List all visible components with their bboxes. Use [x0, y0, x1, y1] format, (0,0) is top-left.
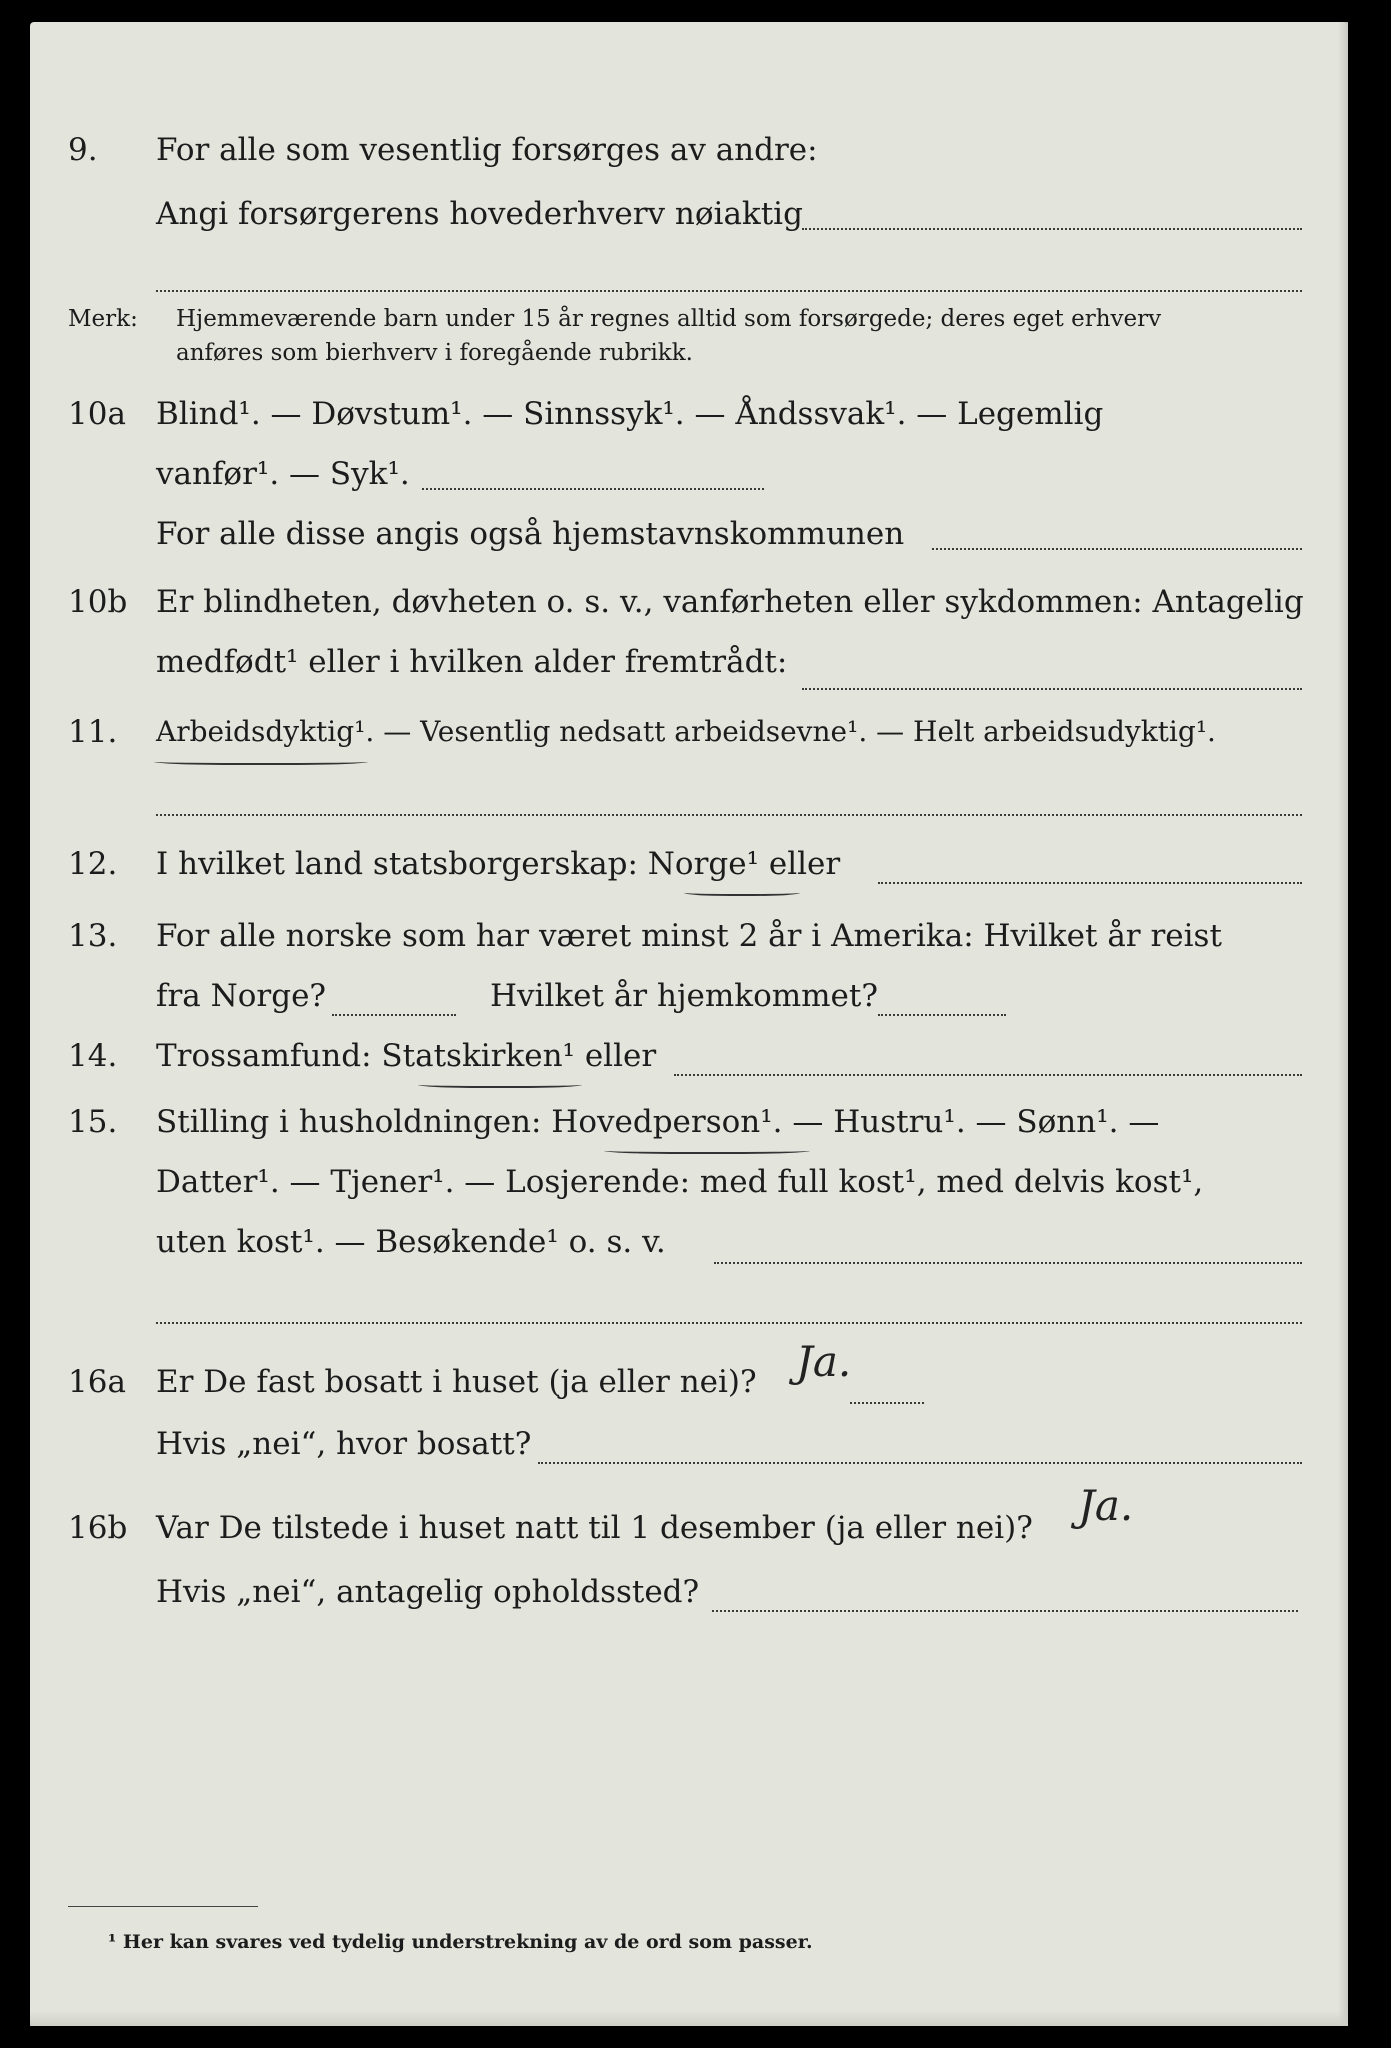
q16b-handwritten-answer: Ja. [1078, 1481, 1134, 1530]
q12-question: I hvilket land statsborgerskap: Norge¹ eller [156, 846, 841, 882]
page-edge-shadow [1338, 22, 1348, 2026]
q16a-answer-field[interactable] [850, 1402, 924, 1404]
q9-number: 9. [68, 132, 98, 168]
q13-number: 13. [68, 918, 118, 954]
q10a-number: 10a [68, 396, 126, 432]
merk-label: Merk: [68, 306, 138, 332]
q11-underline-arbeidsdyktig [154, 757, 368, 765]
census-form-page [30, 22, 1348, 2026]
q16b-whereabouts-field[interactable] [712, 1610, 1298, 1612]
q16a-number: 16a [68, 1364, 126, 1400]
q10a-conditions: vanfør¹. — Syk¹. [156, 456, 410, 492]
footnote: ¹ Her kan svares ved tydelig understrekning av de ord som passer. [108, 1931, 813, 1953]
q10b-number: 10b [68, 584, 128, 620]
q16a-question: Er De fast bosatt i huset (ja eller nei)? [156, 1364, 757, 1400]
q14-answer-field[interactable] [674, 1074, 1302, 1076]
page-bottom-shadow [30, 2010, 1348, 2026]
q13-return-field[interactable] [878, 1014, 1006, 1016]
q12-answer-field[interactable] [878, 882, 1302, 884]
footnote-rule [68, 1906, 258, 1907]
q13-question: For alle norske som har været minst 2 år i Amerika: Hvilket år reist [156, 918, 1222, 954]
q14-number: 14. [68, 1038, 118, 1074]
q10b-onset-label: medfødt¹ eller i hvilken alder fremtrådt: [156, 644, 788, 680]
q11-extra-line[interactable] [156, 814, 1302, 816]
q10a-home-municipality-label: For alle disse angis også hjemstavnskommunen [156, 516, 905, 552]
q12-underline-norge [684, 888, 800, 896]
q16a-residence-label: Hvis „nei“, hvor bosatt? [156, 1426, 532, 1462]
q16a-handwritten-answer: Ja. [796, 1337, 852, 1386]
merk-line1: Hjemmeværende barn under 15 år regnes alltid som forsørgede; deres eget erhverv [176, 306, 1162, 332]
merk-note [68, 302, 1308, 372]
q13-departure-label: fra Norge? [156, 978, 327, 1014]
q15-options-line3: uten kost¹. — Besøkende¹ o. s. v. [156, 1224, 666, 1260]
q15-underline-hovedperson [604, 1146, 810, 1154]
q14-question: Trossamfund: Statskirken¹ eller [156, 1038, 657, 1074]
q10b-answer-field[interactable] [802, 688, 1302, 690]
q10b-question: Er blindheten, døvheten o. s. v., vanførheten eller sykdommen: Antagelig [156, 584, 1304, 620]
merk-line2: anføres som bierhverv i foregående rubrikk. [176, 340, 693, 366]
q16b-whereabouts-label: Hvis „nei“, antagelig opholdssted? [156, 1574, 700, 1610]
q10a-municipality-field[interactable] [932, 548, 1302, 550]
q9-extra-line[interactable] [156, 290, 1302, 292]
q13-departure-field[interactable] [332, 1014, 456, 1016]
q11-question: Arbeidsdyktig¹. — Vesentlig nedsatt arbeidsevne¹. — Helt arbeidsudyktig¹. [156, 715, 1216, 748]
q15-options-line2: Datter¹. — Tjener¹. — Losjerende: med full kost¹, med delvis kost¹, [156, 1164, 1204, 1200]
q9-question: For alle som vesentlig forsørges av andre: [156, 132, 818, 168]
q15-number: 15. [68, 1104, 118, 1140]
q9-occupation-label: Angi forsørgerens hovederhverv nøiaktig [156, 196, 803, 232]
q13-return-label: Hvilket år hjemkommet? [490, 978, 878, 1014]
q15-answer-field[interactable] [714, 1262, 1302, 1264]
q9-answer-field[interactable] [802, 228, 1302, 230]
q14-underline-statskirken [418, 1080, 582, 1088]
q12-number: 12. [68, 846, 118, 882]
q15-extra-line[interactable] [156, 1322, 1302, 1324]
q15-question: Stilling i husholdningen: Hovedperson¹. — Hustru¹. — Sønn¹. — [156, 1104, 1160, 1140]
q10a-question: Blind¹. — Døvstum¹. — Sinnssyk¹. — Åndssvak¹. — Legemlig [156, 396, 1104, 432]
q10a-answer-field[interactable] [422, 488, 764, 490]
q16b-number: 16b [68, 1510, 128, 1546]
q16a-residence-field[interactable] [538, 1462, 1302, 1464]
q11-number: 11. [68, 714, 118, 750]
q16b-question: Var De tilstede i huset natt til 1 desember (ja eller nei)? [156, 1510, 1033, 1546]
